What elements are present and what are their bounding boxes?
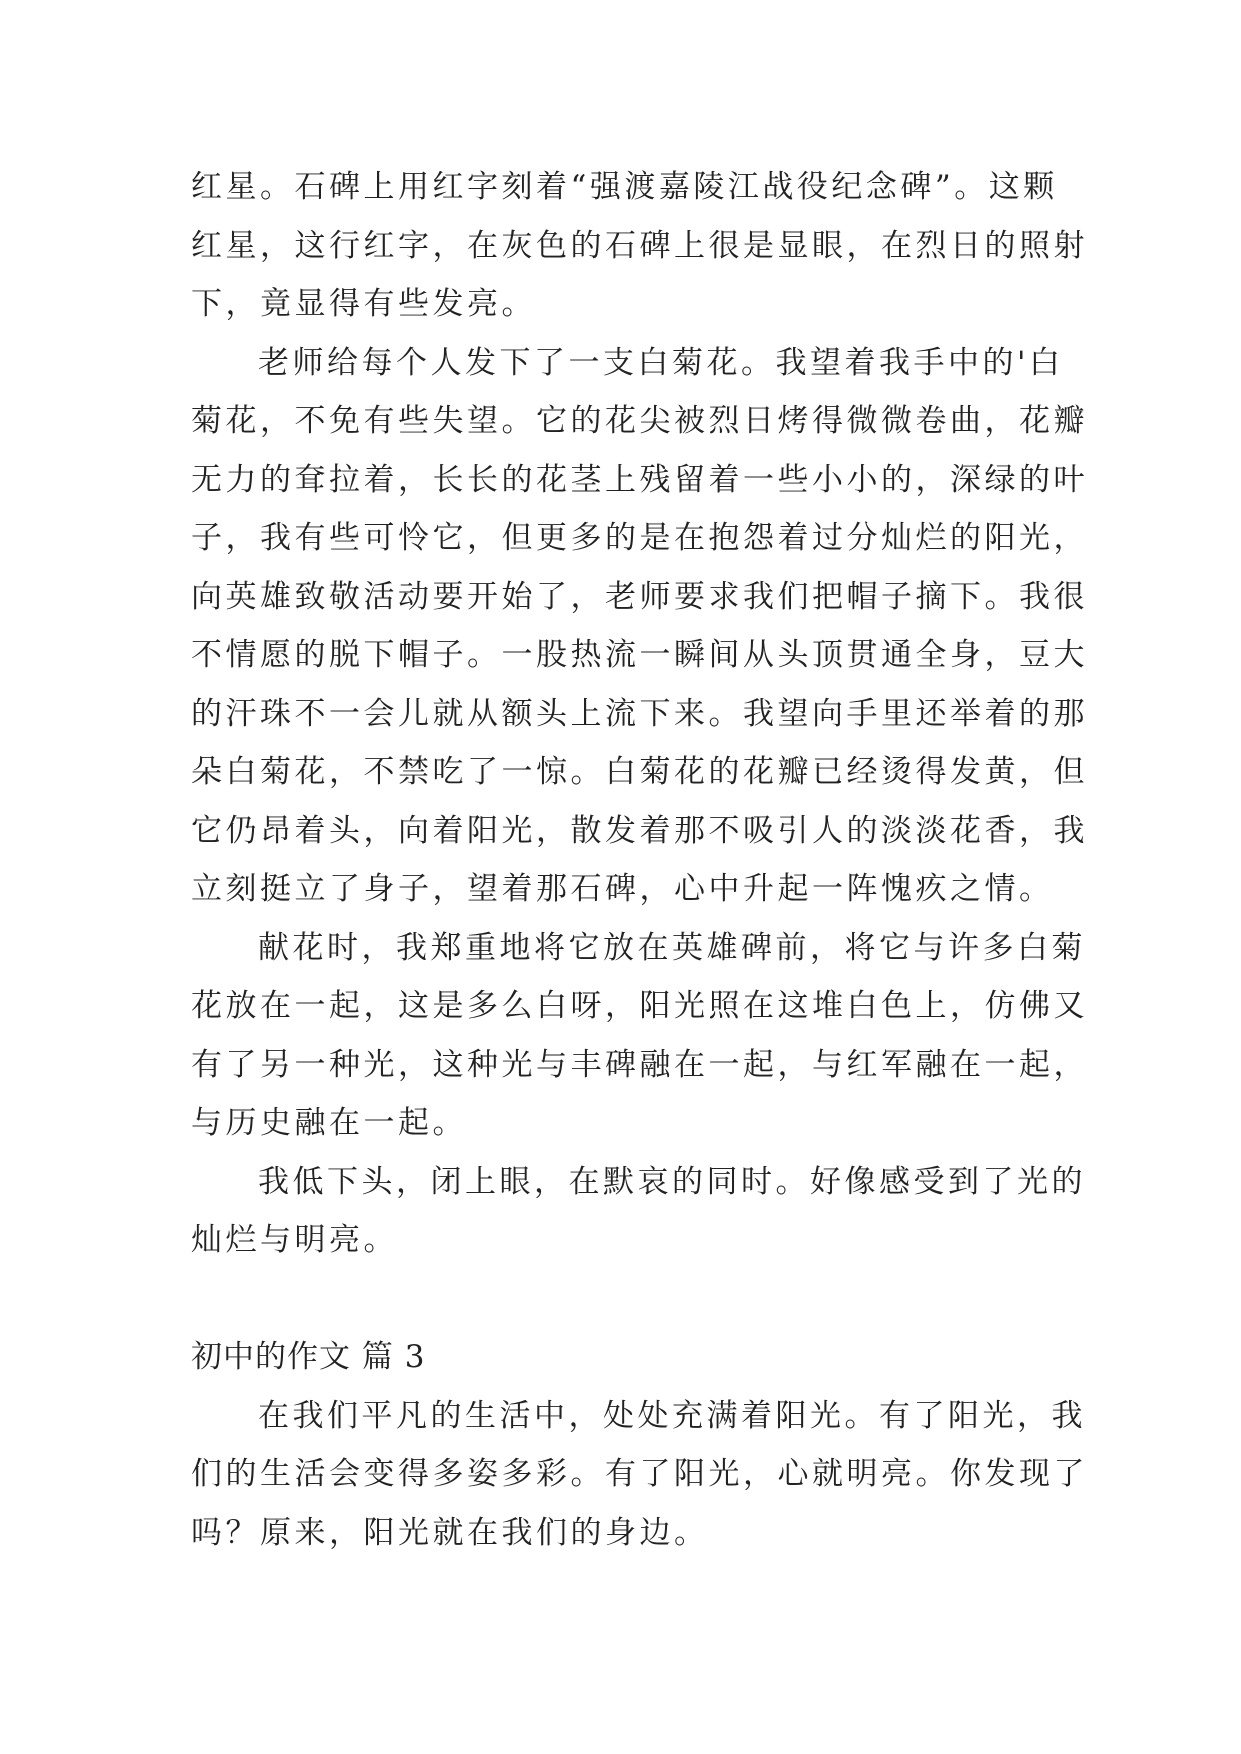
- text-line: 献花时，我郑重地将它放在英雄碑前，将它与许多白菊: [258, 929, 1086, 966]
- text-line: 的汗珠不一会儿就从额头上流下来。我望向手里还举着的那: [191, 695, 1088, 732]
- text-line: 下，竟显得有些发亮。: [191, 286, 536, 322]
- paragraph-2: [191, 334, 1088, 919]
- text-line: 灿烂与明亮。: [191, 1222, 398, 1258]
- text-line: 在我们平凡的生活中，处处充满着阳光。有了阳光，我: [258, 1397, 1086, 1434]
- text-line: 立刻挺立了身子，望着那石碑，心中升起一阵愧疚之情。: [191, 871, 1054, 907]
- text-line: 老师给每个人发下了一支白菊花。我望着我手中的'白: [258, 344, 1064, 381]
- section-heading: 初中的作文 篇 3: [191, 1339, 426, 1375]
- text-line: 有了另一种光，这种光与丰碑融在一起，与红军融在一起，: [191, 1046, 1088, 1083]
- text-line: 不情愿的脱下帽子。一股热流一瞬间从头顶贯通全身，豆大: [191, 637, 1088, 673]
- text-line: 我低下头，闭上眼，在默哀的同时。好像感受到了光的: [258, 1163, 1086, 1200]
- text-line: 与历史融在一起。: [191, 1105, 467, 1141]
- paragraph-4: [191, 1153, 1086, 1270]
- section-spacer: [191, 1270, 1071, 1329]
- text-line: 们的生活会变得多姿多彩。有了阳光，心就明亮。你发现了: [191, 1456, 1088, 1492]
- text-line: 无力的耷拉着，长长的花茎上残留着一些小小的，深绿的叶: [191, 461, 1088, 498]
- text-line: 子，我有些可怜它，但更多的是在抱怨着过分灿烂的阳光，: [191, 520, 1088, 556]
- text-line: 朵白菊花，不禁吃了一惊。白菊花的花瓣已经烫得发黄，但: [191, 754, 1088, 790]
- text-line: 吗？原来，阳光就在我们的身边。: [191, 1514, 709, 1551]
- paragraph-3: [191, 919, 1088, 1153]
- text-line: 红星。石碑上用红字刻着“强渡嘉陵江战役纪念碑”。这颗: [191, 169, 1058, 205]
- text-line: 向英雄致敬活动要开始了，老师要求我们把帽子摘下。我很: [191, 578, 1088, 615]
- paragraph-1: [191, 158, 1088, 334]
- document-body: [191, 158, 1088, 1562]
- text-line: 它仍昂着头，向着阳光，散发着那不吸引人的淡淡花香，我: [191, 812, 1088, 849]
- text-line: 花放在一起，这是多么白呀，阳光照在这堆白色上，仿佛又: [191, 988, 1088, 1024]
- section-paragraph: [191, 1387, 1088, 1563]
- text-line: 菊花，不免有些失望。它的花尖被烈日烤得微微卷曲，花瓣: [191, 403, 1088, 439]
- text-line: 红星，这行红字，在灰色的石碑上很是显眼，在烈日的照射: [191, 227, 1088, 264]
